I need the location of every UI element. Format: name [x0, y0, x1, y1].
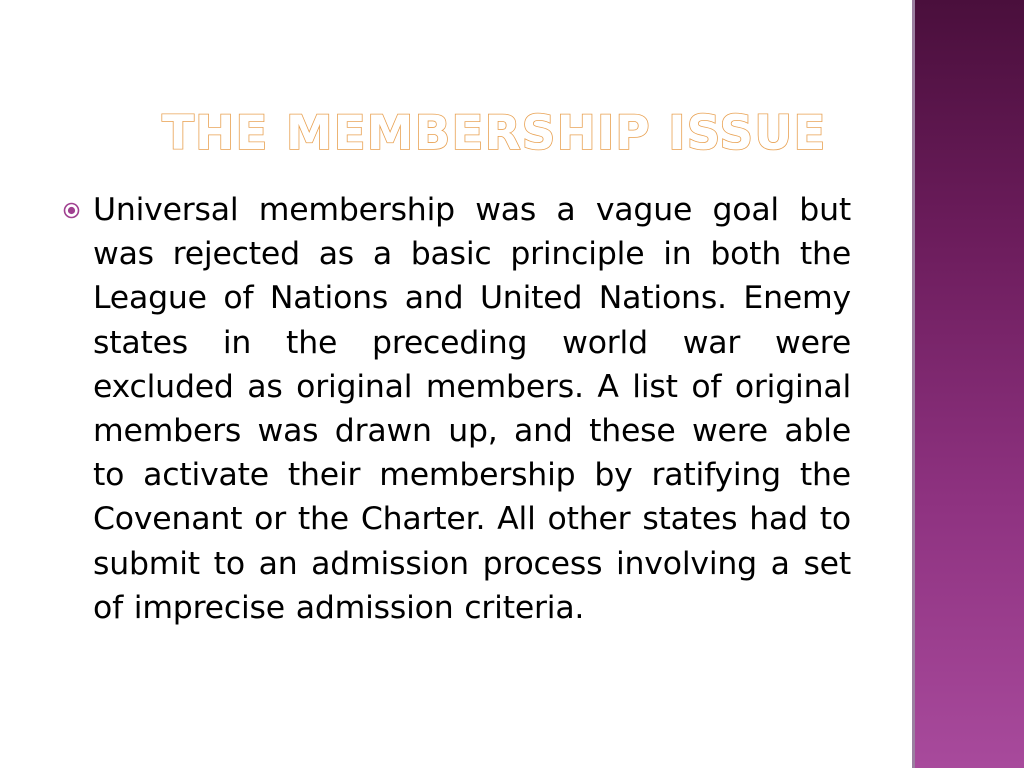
decorative-side-band [912, 0, 1024, 768]
bullet-text: Universal membership was a vague goal but was rejected as a basic principle in both the League of Nations and United Nations. Enemy states in the preceding world war were excluded as original members. A list of original members was drawn up, and these were able to activate their membership by ratifying the Covenant or the Charter. All other states had to submit to an admission process involving a set of imprecise admission criteria. [93, 192, 851, 626]
slide-title-graphic [162, 96, 862, 166]
slide-title [162, 96, 862, 166]
slide-title-text: THE MEMBERSHIP ISSUE [162, 106, 827, 161]
circle-dot-bullet-icon [63, 202, 80, 219]
